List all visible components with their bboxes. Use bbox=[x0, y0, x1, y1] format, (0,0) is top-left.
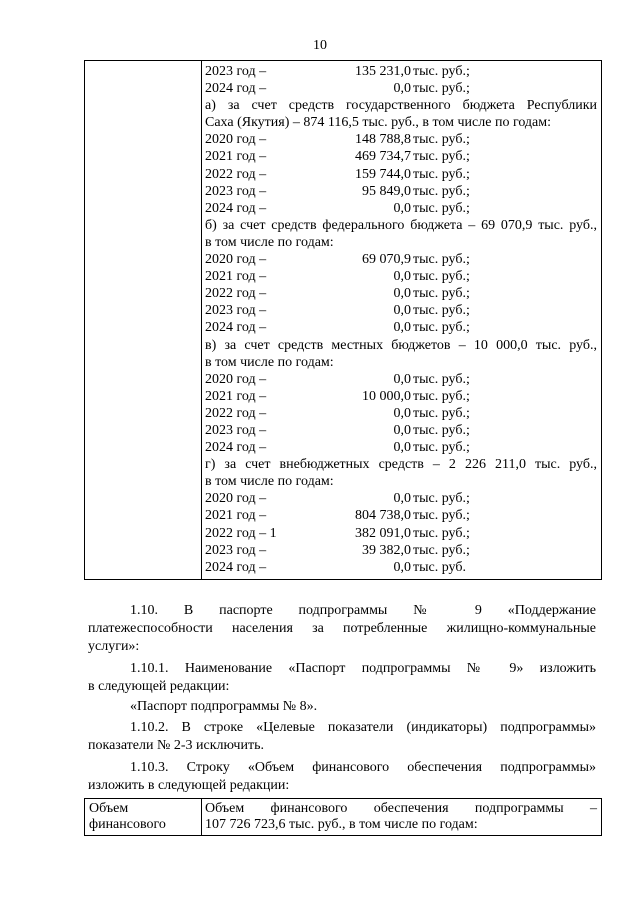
row-content-line2: 107 726 723,6 тыс. руб., в том числе по годам: bbox=[205, 817, 478, 832]
table-column-divider bbox=[201, 61, 202, 579]
amount-unit: тыс. руб.; bbox=[413, 525, 470, 541]
year-amount: 69 070,9 bbox=[362, 252, 411, 268]
amount-unit: тыс. руб.; bbox=[413, 422, 470, 438]
year-label: 2023 год – bbox=[205, 542, 267, 558]
year-label: 2020 год – bbox=[205, 252, 267, 268]
amount-unit: тыс. руб.; bbox=[413, 149, 470, 165]
funding-table bbox=[84, 60, 602, 580]
section-1-10-line3: услуги»: bbox=[88, 639, 140, 654]
funding-year-row bbox=[205, 166, 597, 183]
year-label: 2024 год – bbox=[205, 81, 267, 97]
year-label: 2023 год – bbox=[205, 303, 267, 319]
amount-unit: тыс. руб.; bbox=[413, 320, 470, 336]
section-1-10-2-line1: 1.10.2. В строке «Целевые показатели (индикаторы) подпрограммы» bbox=[130, 720, 596, 735]
amount-unit: тыс. руб.; bbox=[413, 286, 470, 302]
funding-year-row bbox=[205, 268, 597, 285]
page-number: 10 bbox=[313, 38, 327, 53]
amount-unit: тыс. руб.; bbox=[413, 252, 470, 268]
year-amount: 0,0 bbox=[393, 269, 411, 285]
amount-unit: тыс. руб.; bbox=[413, 200, 470, 216]
funding-year-row bbox=[205, 251, 597, 268]
amount-unit: тыс. руб.; bbox=[413, 183, 470, 199]
year-amount: 10 000,0 bbox=[362, 388, 411, 404]
funding-source-text: г) за счет внебюджетных средств – 2 226 211,0 тыс. руб., bbox=[205, 457, 597, 473]
year-label: 2020 год – bbox=[205, 491, 267, 507]
section-1-10-1-line2: в следующей редакции: bbox=[88, 679, 230, 694]
year-amount: 0,0 bbox=[393, 320, 411, 336]
amount-unit: тыс. руб. bbox=[413, 559, 466, 575]
amount-unit: тыс. руб.; bbox=[413, 405, 470, 421]
year-label: 2022 год – 1 bbox=[205, 525, 277, 541]
funding-source-text: в том числе по годам: bbox=[205, 474, 334, 490]
funding-year-row bbox=[205, 542, 597, 559]
year-label: 2024 год – bbox=[205, 559, 267, 575]
amount-unit: тыс. руб.; bbox=[413, 371, 470, 387]
year-label: 2021 год – bbox=[205, 508, 267, 524]
year-amount: 804 738,0 bbox=[355, 508, 411, 524]
year-amount: 0,0 bbox=[393, 371, 411, 387]
funding-year-row bbox=[205, 371, 597, 388]
row-header-line1: Объем bbox=[89, 801, 129, 816]
year-amount: 0,0 bbox=[393, 200, 411, 216]
amount-unit: тыс. руб.; bbox=[413, 303, 470, 319]
row-header-line2: финансового bbox=[89, 817, 166, 832]
year-label: 2021 год – bbox=[205, 269, 267, 285]
funding-year-row bbox=[205, 302, 597, 319]
year-label: 2023 год – bbox=[205, 422, 267, 438]
funding-volume-table bbox=[84, 798, 602, 836]
year-label: 2023 год – bbox=[205, 64, 267, 79]
funding-year-row bbox=[205, 422, 597, 439]
funding-year-row bbox=[205, 285, 597, 302]
year-label: 2021 год – bbox=[205, 149, 267, 165]
section-1-10-3-line2: изложить в следующей редакции: bbox=[88, 778, 290, 793]
amount-unit: тыс. руб.; bbox=[413, 64, 470, 79]
funding-source-text: б) за счет средств федерального бюджета – 69 070,9 тыс. руб., bbox=[205, 217, 597, 233]
table-column-divider bbox=[201, 799, 202, 835]
funding-year-row bbox=[205, 183, 597, 200]
section-1-10-1-line1: 1.10.1. Наименование «Паспорт подпрограммы № 9» изложить bbox=[130, 661, 596, 676]
amount-unit: тыс. руб.; bbox=[413, 440, 470, 456]
year-amount: 382 091,0 bbox=[355, 525, 411, 541]
funding-year-row bbox=[205, 490, 597, 507]
year-amount: 469 734,7 bbox=[355, 149, 411, 165]
funding-source-text: в том числе по годам: bbox=[205, 354, 334, 370]
year-label: 2024 год – bbox=[205, 200, 267, 216]
section-1-10-3-line1: 1.10.3. Строку «Объем финансового обеспечения подпрограммы» bbox=[130, 760, 596, 775]
year-amount: 0,0 bbox=[393, 405, 411, 421]
funding-lines bbox=[205, 63, 597, 576]
year-amount: 0,0 bbox=[393, 422, 411, 438]
year-amount: 159 744,0 bbox=[355, 166, 411, 182]
year-label: 2024 год – bbox=[205, 320, 267, 336]
funding-source-text: Саха (Якутия) – 874 116,5 тыс. руб., в том числе по годам: bbox=[205, 115, 552, 131]
funding-year-row bbox=[205, 405, 597, 422]
funding-source-text: а) за счет средств государственного бюджета Республики bbox=[205, 98, 597, 114]
row-header bbox=[89, 801, 197, 833]
year-label: 2021 год – bbox=[205, 388, 267, 404]
year-amount: 0,0 bbox=[393, 440, 411, 456]
funding-year-row bbox=[205, 525, 597, 542]
year-label: 2022 год – bbox=[205, 286, 267, 302]
amount-unit: тыс. руб.; bbox=[413, 269, 470, 285]
funding-year-row bbox=[205, 80, 597, 97]
amount-unit: тыс. руб.; bbox=[413, 132, 470, 148]
year-label: 2023 год – bbox=[205, 183, 267, 199]
year-amount: 0,0 bbox=[393, 491, 411, 507]
amount-unit: тыс. руб.; bbox=[413, 491, 470, 507]
amount-unit: тыс. руб.; bbox=[413, 81, 470, 97]
year-label: 2024 год – bbox=[205, 440, 267, 456]
year-amount: 135 231,0 bbox=[355, 64, 411, 79]
section-1-10-line1: 1.10. В паспорте подпрограммы № 9 «Поддержание bbox=[130, 603, 596, 618]
year-label: 2022 год – bbox=[205, 166, 267, 182]
year-amount: 0,0 bbox=[393, 81, 411, 97]
year-amount: 0,0 bbox=[393, 303, 411, 319]
row-content bbox=[205, 801, 597, 833]
section-1-10-2-line2: показатели № 2-3 исключить. bbox=[88, 738, 264, 753]
year-amount: 39 382,0 bbox=[362, 542, 411, 558]
funding-source-text: в том числе по годам: bbox=[205, 234, 334, 250]
funding-source-text: в) за счет средств местных бюджетов – 10 000,0 тыс. руб., bbox=[205, 337, 597, 353]
funding-year-row bbox=[205, 131, 597, 148]
amount-unit: тыс. руб.; bbox=[413, 166, 470, 182]
funding-year-row bbox=[205, 200, 597, 217]
amount-unit: тыс. руб.; bbox=[413, 508, 470, 524]
year-label: 2020 год – bbox=[205, 371, 267, 387]
year-label: 2020 год – bbox=[205, 132, 267, 148]
funding-year-row bbox=[205, 559, 597, 576]
year-label: 2022 год – bbox=[205, 405, 267, 421]
year-amount: 95 849,0 bbox=[362, 183, 411, 199]
funding-year-row bbox=[205, 388, 597, 405]
funding-year-row bbox=[205, 507, 597, 524]
funding-year-row bbox=[205, 319, 597, 336]
year-amount: 148 788,8 bbox=[355, 132, 411, 148]
amount-unit: тыс. руб.; bbox=[413, 542, 470, 558]
funding-year-row bbox=[205, 148, 597, 165]
amount-unit: тыс. руб.; bbox=[413, 388, 470, 404]
year-amount: 0,0 bbox=[393, 286, 411, 302]
row-content-line1: Объем финансового обеспечения подпрограммы – bbox=[205, 801, 597, 816]
year-amount: 0,0 bbox=[393, 559, 411, 575]
funding-year-row bbox=[205, 439, 597, 456]
section-1-10-1-line3: «Паспорт подпрограммы № 8». bbox=[130, 699, 318, 714]
funding-year-row bbox=[205, 63, 597, 80]
section-1-10-line2: платежеспособности населения за потребленные жилищно-коммунальные bbox=[88, 621, 596, 636]
